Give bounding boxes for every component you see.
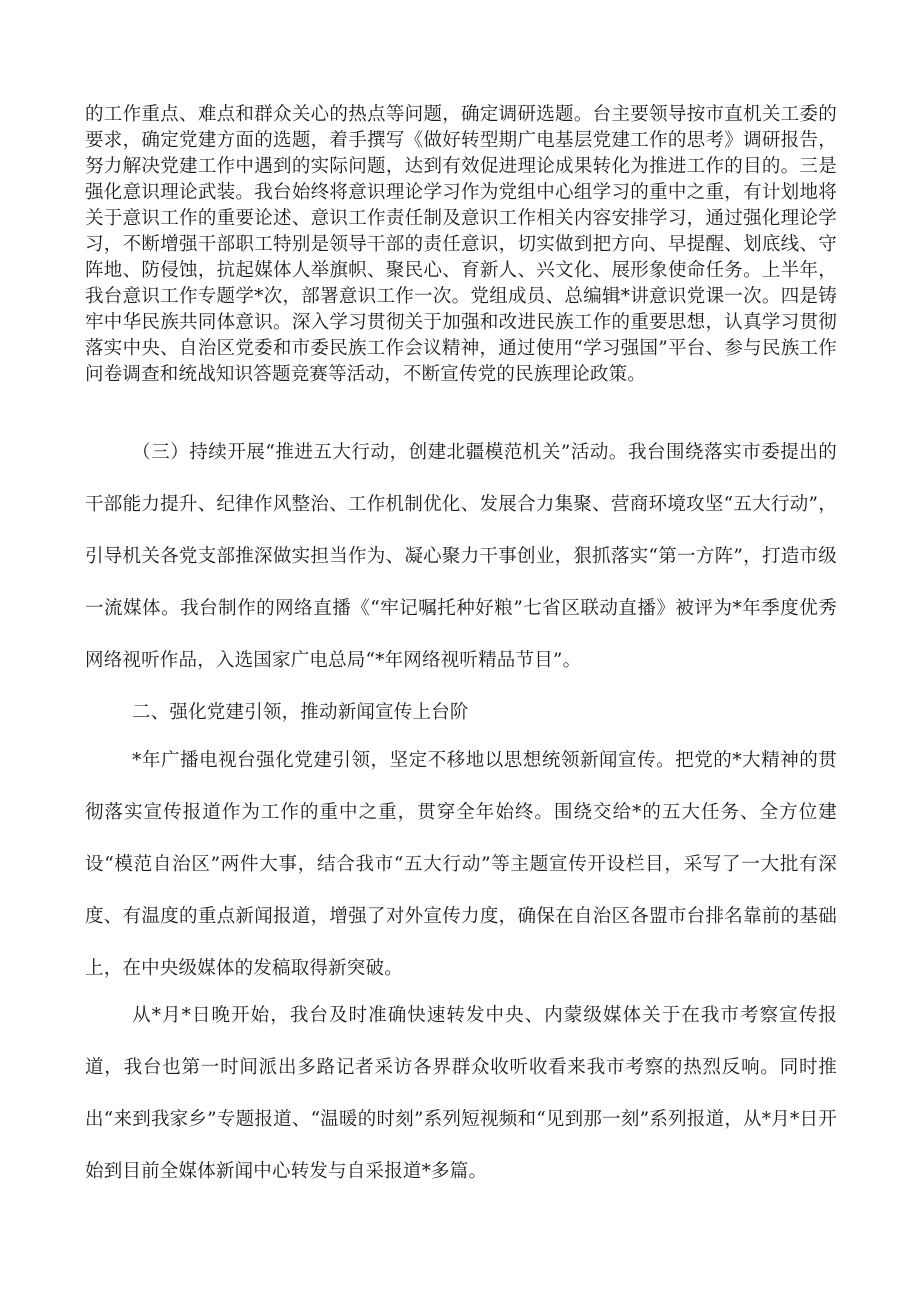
section-heading: 二、强化党建引领，推动新闻宣传上台阶 xyxy=(132,702,469,723)
paragraph-activity-five-actions: （三）持续开展“推进五大行动，创建北疆模范机关”活动。我台围绕落实市委提出的干部能力提升、纪律作风整治、工作机制优化、发展合力集聚、营商环境攻坚“五大行动”，引导机关各党支部推深做实担当作为、凝心聚力干事创业，狠抓落实“第一方阵”，打造市级一流媒体。我台制作的网络直播《“牢记嘱托种好粮”七省区联动直播》被评为*年季度优秀网络视听作品，入选国家广电总局“*年网络视听精品节目”。 xyxy=(85,442,837,671)
paragraph-reporting: 从*月*日晚开始，我台及时准确快速转发中央、内蒙级媒体关于在我市考察宣传报道，我台也第一时间派出多路记者采访各界群众收听收看来我市考察的热烈反响。同时推出“来到我家乡”专题报道、“温暖的时刻”系列短视频和“见到那一刻”系列报道，从*月*日开始到目前全媒体新闻中心转发与自采报道*多篇。 xyxy=(85,1005,837,1182)
paragraph-news-propaganda: *年广播电视台强化党建引领，坚定不移地以思想统领新闻宣传。把党的*大精神的贯彻落实宣传报道作为工作的重中之重，贯穿全年始终。围绕交给*的五大任务、全方位建设“模范自治区”两件大事，结合我市“五大行动”等主题宣传开设栏目，采写了一大批有深度、有温度的重点新闻报道，增强了对外宣传力度，确保在自治区各盟市台排名靠前的基础上，在中央级媒体的发稿取得新突破。 xyxy=(85,750,837,979)
continued-paragraph: 的工作重点、难点和群众关心的热点等问题，确定调研选题。台主要领导按市直机关工委的要求，确定党建方面的选题，着手撰写《做好转型期广电基层党建工作的思考》调研报告，努力解决党建工作中遇到的实际问题，达到有效促进理论成果转化为推进工作的目的。三是强化意识理论武装。我台始终将意识理论学习作为党组中心组学习的重中之重，有计划地将关于意识工作的重要论述、意识工作责任制及意识工作相关内容安排学习，通过强化理论学习，不断增强干部职工特别是领导干部的责任意识，切实做到把方向、早提醒、划底线、守阵地、防侵蚀，抗起媒体人举旗帜、聚民心、育新人、兴文化、展形象使命任务。上半年，我台意识工作专题学*次，部署意识工作一次。党组成员、总编辑*讲意识党课一次。四是铸牢中华民族共同体意识。深入学习贯彻关于加强和改进民族工作的重要思想，认真学习贯彻落实中央、自治区党委和市委民族工作会议精神，通过使用“学习强国”平台、参与民族工作问卷调查和统战知识答题竞赛等活动，不断宣传党的民族理论政策。 xyxy=(85,104,837,385)
